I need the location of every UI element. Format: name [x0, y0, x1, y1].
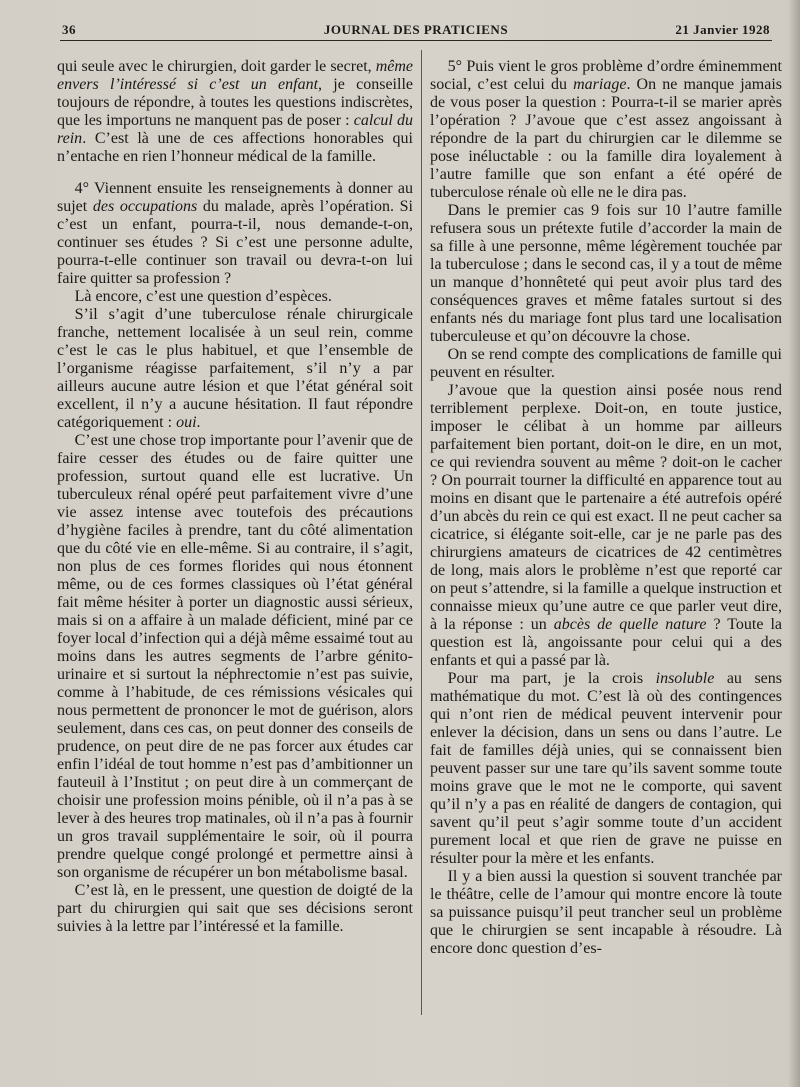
left-column [57, 58, 413, 936]
journal-title: JOURNAL DES PRATICIENS [323, 22, 509, 37]
paragraph: C’est là, en le pressent, une question de doigté de la part du chirurgien qui sait que ses décisions seront suivies à la lettre par l’intéressé et la famille. [57, 882, 413, 935]
paragraph: S’il s’agit d’une tuberculose rénale chirurgicale franche, nettement localisée à un seul rein, comme c’est le cas le plus habituel, et que l’ensemble de l’organisme réagisse parfaitement, s’il n’y a par ailleurs aucune autre lésion et que l’état général soit excellent, il n’y a aucune hésitation. Il faut répondre catégoriquement : oui. [57, 306, 413, 431]
paragraph: Là encore, c’est une question d’espèces. [74, 288, 332, 305]
paragraph: 4° Viennent ensuite les renseignements à donner au sujet des occupations du malade, après l’opération. Si c’est un enfant, pourra-t-il, nous demande-t-on, continuer ses études ? Si c’est une personne adulte, pourra-t-elle continuer son travail ou devra-t-on lui faire quitter sa profession ? [57, 180, 413, 287]
binding-shadow [788, 0, 800, 1087]
paragraph: J’avoue que la question ainsi posée nous rend terriblement perplexe. Doit-on, en toute justice, imposer le célibat à un homme par ailleurs parfaitement bien portant, doit-on le dire, en un mot, ce qui reviendra souvent au même ? doit-on le cacher ? On pourrait tourner la difficulté en apparence tout au moins en disant que le partenaire a été autrefois opéré d’un abcès du rein ce qui est exact. Il ne peut cacher sa cicatrice, si élégante soit-elle, car je ne parle pas des chirurgiens amateurs de cicatrices de 42 centimètres de long, mais alors le problème n’est que reporté car on peut s’attendre, si la famille a quelque instruction et connaisse mieux qu’une autre ce que parler veut dire, à la réponse : un abcès de quelle nature ? Toute la question est là, angoissante pour celui qui a des enfants et qui a passé par là. [430, 382, 782, 669]
paragraph: Dans le premier cas 9 fois sur 10 l’autre famille refusera sous un prétexte futile d’accorder la main de sa fille à une personne, même légèrement touchée par la tuberculose ; dans le second cas, il y a tout de même un manque d’honnêteté qui peut avoir plus tard des conséquences graves et même fatales surtout si des enfants nés du mariage font plus tard une localisation tuberculeuse et qu’on découvre la chose. [430, 202, 782, 345]
paragraph: 5° Puis vient le gros problème d’ordre éminemment social, c’est celui du mariage. On ne manque jamais de vous poser la question : Pourra-t-il se marier après l’opération ? J’avoue que c’est assez angoissant à répondre de la part du chirurgien car le dilemme se pose inéluctable : ou la famille dira loyalement à l’autre famille que son enfant a été opéré de tuberculose rénale où elle ne le dira pas. [430, 58, 782, 201]
right-column [430, 58, 782, 958]
issue-date: 21 Janvier 1928 [675, 22, 770, 37]
paragraph: On se rend compte des complications de famille qui peuvent en résulter. [430, 346, 782, 381]
page-number: 36 [62, 22, 76, 37]
column-divider [421, 50, 422, 1015]
header-rule [60, 40, 772, 41]
paragraph: Pour ma part, je la crois insoluble au sens mathématique du mot. C’est là où des contingences qui n’ont rien de médical peuvent intervenir pour enlever la décision, dans un sens ou dans l’autre. Le fait de familles déjà unies, qui se connaissent bien peuvent passer sur une tare qu’ils savent somme toute moins grave que le mot ne le comporte, qui savent qu’il n’y a pas en réalité de dangers de contagion, qui savent qu’il peut s’agir somme toute d’un accident purement local et que rien de grave ne puisse en résulter pour la mère et les enfants. [430, 670, 783, 867]
paragraph: qui seule avec le chirurgien, doit garder le secret, même envers l’intéressé si c’est un enfant, je conseille toujours de répondre, à toutes les questions indiscrètes, que les importuns ne manquent pas de poser : calcul du rein. C’est là une de ces affections honorables qui n’entache en rien l’honneur médical de la famille. [57, 58, 413, 165]
paragraph: Il y a bien aussi la question si souvent tranchée par le théâtre, celle de l’amour qui montre encore là toute sa puissance puisqu’il peut trancher seul un problème que le chirurgien se sent incapable à résoudre. Là encore donc question d’es- [430, 868, 782, 957]
page-header [62, 22, 770, 40]
paragraph: C’est une chose trop importante pour l’avenir que de faire cesser des études ou de faire quitter une profession, surtout quand elle est lucrative. Un tuberculeux rénal opéré peut parfaitement vivre d’une vie assez intense avec toutefois des précautions d’hygiène faciles à prendre, tant du côté alimentation que du côté vie en elle-même. Si au contraire, il s’agit, non plus de ces formes florides qui nous étonnent même, ou de ces formes classiques où l’état général fait même hésiter à porter un diagnostic aussi sérieux, mais si on a affaire à un malade déficient, miné par ce foyer local d’infection qui a déjà même essaimé tout au moins dans les autres segments de l’arbre génito-urinaire et si surtout la néphrectomie n’est pas suivie, comme à l’habitude, de ces rémissions vésicales qui nous permettent de prononcer le mot de guérison, alors seulement, dans ces cas, on peut donner des conseils de prudence, on peut dire de ne pas forcer aux études car enfin l’idéal de tout homme n’est pas d’ambitionner un fauteuil à l’Institut ; on peut dire à un commerçant de choisir une profession moins pénible, où il n’a pas à se lever à des heures trop matinales, où il n’a pas à fournir un gros travail supplémentaire le soir, où il pourra prendre quelque congé prolongé et permettre ainsi à son organisme de récupérer un bon métabolisme basal. [57, 432, 413, 881]
